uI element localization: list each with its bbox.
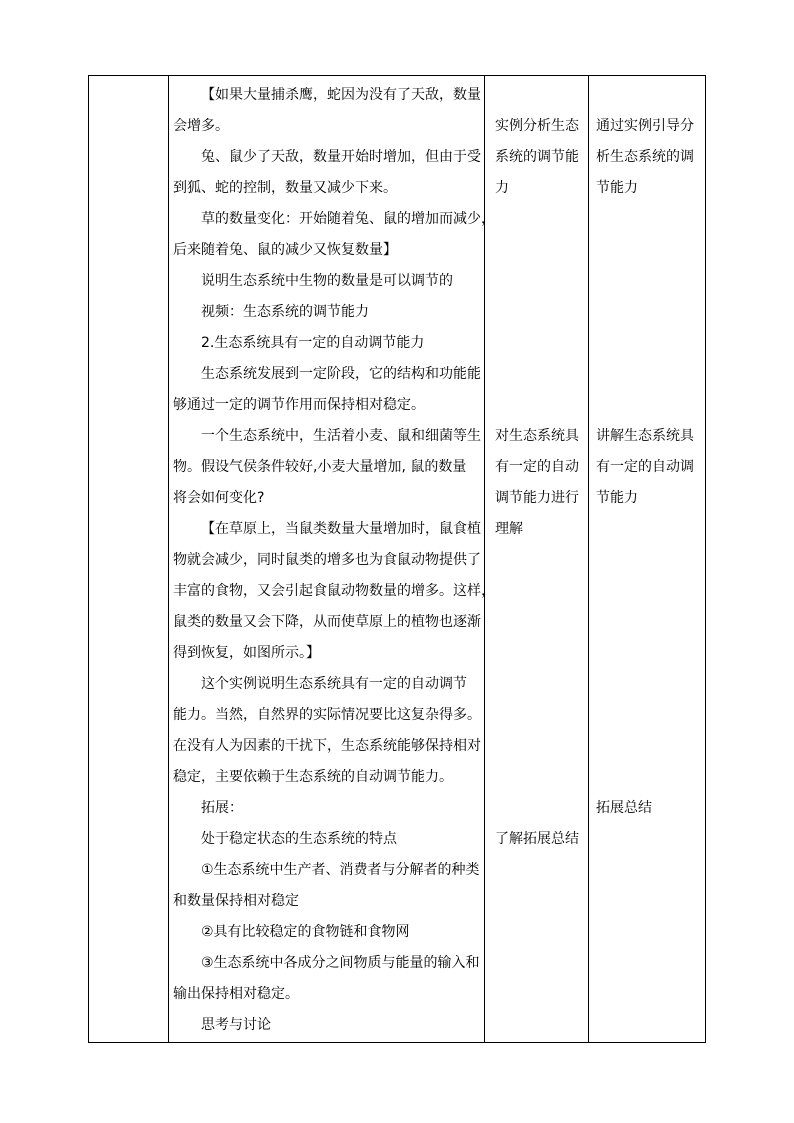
design-purpose-block [596,111,704,204]
content-line: 鼠类的数量又会下降，从而使草原上的植物也逐渐 [173,614,481,630]
content-line: 能力。当然，自然界的实际情况要比这复杂得多。 [173,707,481,723]
design-purpose-line: 节能力 [596,490,638,506]
student-activity-line: 理解 [495,521,523,537]
student-activity-line: 了解拓展总结 [495,831,579,847]
content-line: ②具有比较稳定的食物链和食物网 [201,924,410,940]
lesson-table [88,75,706,1043]
design-purpose-line: 讲解生态系统具 [596,428,694,444]
design-purpose-block [596,793,704,824]
content-line: ③生态系统中各成分之间物质与能量的输入和 [201,955,480,971]
content-line: 输出保持相对稳定。 [173,986,299,1002]
content-line: 后来随着兔、鼠的减少又恢复数量】 [173,242,397,258]
content-line: 【在草原上，当鼠类数量大量增加时，鼠食植 [201,521,481,537]
content-line: 够通过一定的调节作用而保持相对稳定。 [173,397,425,413]
design-purpose-line: 析生态系统的调 [596,149,694,165]
design-purpose-line: 通过实例引导分 [596,118,694,134]
content-line: 2.生态系统具有一定的自动调节能力 [201,335,425,351]
design-purpose-line: 有一定的自动调 [596,459,694,475]
student-activity-line: 系统的调节能 [495,149,579,165]
content-line: 物就会减少，同时鼠类的增多也为食鼠动物提供了 [173,552,481,568]
student-activity-line: 有一定的自动 [495,459,579,475]
design-purpose-block [596,421,704,514]
content-line: 会增多。 [173,118,229,134]
content-line: 将会如何变化? [173,490,265,506]
content-line: 【如果大量捕杀鹰，蛇因为没有了天敌，数量 [201,87,481,103]
content-line: 思考与讨论 [201,1017,271,1033]
design-purpose-line: 拓展总结 [596,800,652,816]
content-line: 兔、鼠少了天敌，数量开始时增加，但由于受 [201,149,481,165]
content-line: 生态系统发展到一定阶段，它的结构和功能能 [201,366,481,382]
content-line: 处于稳定状态的生态系统的特点 [201,831,397,847]
student-activity-block [495,111,585,204]
student-activity-line: 实例分析生态 [495,118,579,134]
student-activity-line: 力 [495,180,509,196]
student-activity-line: 对生态系统具 [495,428,579,444]
content-line: 物。假设气侯条件较好,小麦大量增加, 鼠的数量 [173,459,467,475]
content-line: 说明生态系统中生物的数量是可以调节的 [201,273,453,289]
content-line: 拓展： [201,800,243,816]
column-divider-3 [588,76,589,1042]
teaching-content-column [173,80,495,1041]
design-purpose-line: 节能力 [596,180,638,196]
content-line: 草的数量变化：开始随着兔、鼠的增加而减少， [201,211,495,227]
content-line: 视频：生态系统的调节能力 [201,304,369,320]
content-line: ①生态系统中生产者、消费者与分解者的种类 [201,862,480,878]
content-line: 和数量保持相对稳定 [173,893,299,909]
student-activity-block [495,824,585,855]
column-divider-1 [168,76,169,1042]
content-line: 得到恢复，如图所示。】 [173,645,320,661]
content-line: 这个实例说明生态系统具有一定的自动调节 [201,676,467,692]
content-line: 在没有人为因素的干扰下，生态系统能够保持相对 [173,738,481,754]
content-line: 稳定，主要依赖于生态系统的自动调节能力。 [173,769,453,785]
content-line: 一个生态系统中，生活着小麦、鼠和细菌等生 [201,428,481,444]
content-line: 到狐、蛇的控制，数量又减少下来。 [173,180,397,196]
student-activity-line: 调节能力进行 [495,490,579,506]
student-activity-block [495,421,585,545]
content-line: 丰富的食物，又会引起食鼠动物数量的增多。这样， [173,583,495,599]
